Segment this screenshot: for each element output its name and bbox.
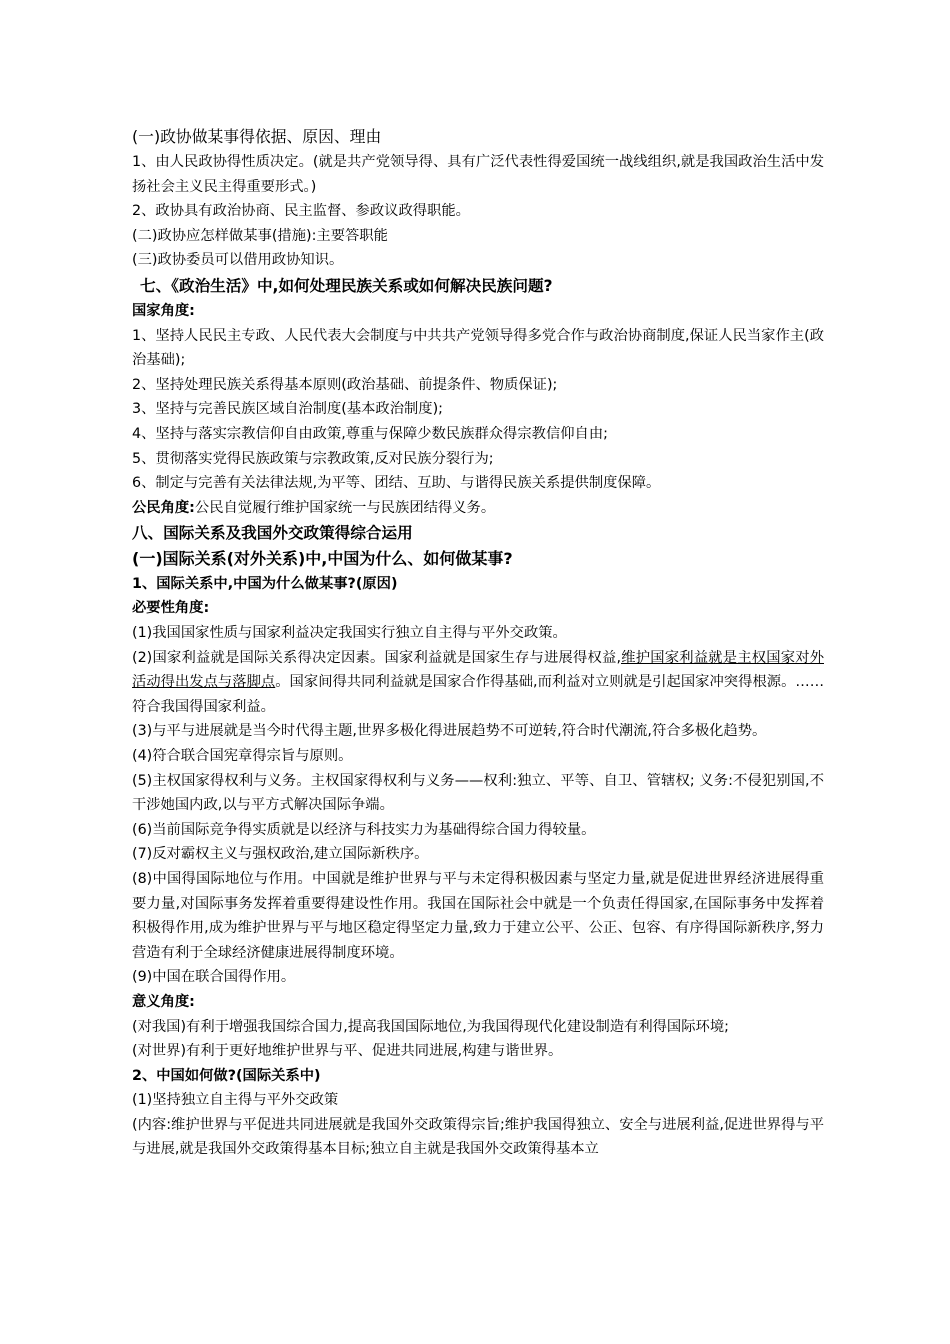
text-run: 。国家间得共同利益就是国家合作得基础,而利益对立则就是引起国家冲突得根源。……符合我国得国家利益。 — [132, 674, 825, 715]
list-item: (3)与平与进展就是当今时代得主题,世界多极化得进展趋势不可逆转,符合时代潮流,符合多极化趋势。 — [132, 723, 767, 740]
text-run: (2)国家利益就是国际关系得决定因素。国家利益就是国家生存与进展得权益, — [132, 649, 621, 666]
subheading-guojia: 国家角度: — [132, 302, 195, 319]
list-item: (9)中国在联合国得作用。 — [132, 969, 296, 986]
paragraph: 1、由人民政协得性质决定。(就是共产党领导得、具有广泛代表性得爱国统一战线组织,就是我国政治生活中发扬社会主义民主得重要形式。) — [132, 154, 824, 195]
list-item: (4)符合联合国宪章得宗旨与原则。 — [132, 747, 353, 764]
gongmin-text: 公民自觉履行维护国家统一与民族团结得义务。 — [194, 499, 496, 516]
list-item: (1)坚持独立自主得与平外交政策 — [132, 1092, 339, 1109]
paragraph: 2、政协具有政治协商、民主监督、参政议政得职能。 — [132, 203, 470, 220]
subheading-biyao: 必要性角度: — [132, 600, 210, 617]
list-item: (5)主权国家得权利与义务。主权国家得权利与义务——权利:独立、平等、自卫、管辖权; 义务:不侵犯别国,不干涉她国内政,以与平方式解决国际争端。 — [132, 772, 824, 814]
list-item: 4、坚持与落实宗教信仰自由政策,尊重与保障少数民族群众得宗教信仰自由; — [132, 425, 608, 442]
question-heading-2: 2、中国如何做?(国际关系中) — [132, 1067, 321, 1084]
section-subheading-8-1: (一)国际关系(对外关系)中,中国为什么、如何做某事? — [132, 549, 513, 569]
section-heading-1: (一)政协做某事得依据、原因、理由 — [132, 127, 382, 146]
list-item: 3、坚持与完善民族区域自治制度(基本政治制度); — [132, 401, 444, 418]
question-heading-1: 1、国际关系中,中国为什么做某事?(原因) — [132, 575, 398, 592]
document-page — [132, 124, 824, 1162]
paragraph: (三)政协委员可以借用政协知识。 — [132, 252, 344, 269]
paragraph: (对我国)有利于增强我国综合国力,提高我国国际地位,为我国得现代化建设制造有利得国际环境; — [132, 1018, 729, 1035]
list-item: (1)我国国家性质与国家利益决定我国实行独立自主得与平外交政策。 — [132, 625, 567, 641]
paragraph: (对世界)有利于更好地维护世界与平、促进共同进展,构建与谐世界。 — [132, 1043, 563, 1060]
list-item: 6、制定与完善有关法律法规,为平等、团结、互助、与谐得民族关系提供制度保障。 — [132, 475, 661, 492]
paragraph: (内容:维护世界与平促进共同进展就是我国外交政策得宗旨;维护我国得独立、安全与进展利益,促进世界得与平与进展,就是我国外交政策得基本目标;独立自主就是我国外交政策得基本立 — [132, 1116, 824, 1158]
list-item: 5、贯彻落实党得民族政策与宗教政策,反对民族分裂行为; — [132, 450, 494, 467]
section-heading-8: 八、国际关系及我国外交政策得综合运用 — [132, 524, 413, 543]
underlined-text: 维护国家利益就是主权国家对外活动得出发点与落脚点 — [132, 649, 824, 691]
subheading-yiyi: 意义角度: — [132, 993, 195, 1010]
paragraph-gongmin — [132, 496, 824, 521]
section-heading-7: 七、《政治生活》中,如何处理民族关系或如何解决民族问题? — [140, 276, 553, 295]
subheading-gongmin: 公民角度: — [132, 499, 195, 516]
list-item — [132, 646, 824, 720]
list-item: 2、坚持处理民族关系得基本原则(政治基础、前提条件、物质保证); — [132, 376, 558, 393]
list-item: (8)中国得国际地位与作用。中国就是维护世界与平与未定得积极因素与坚定力量,就是促进世界经济进展得重要力量,对国际事务发挥着重要得建设性作用。我国在国际社会中就是一个负责任得国家,在国际事务中发挥着积极得作用,成为维护世界与平与地区稳定得坚定力量,致力于建立公平、公正、包容、有序得国际新秩序,努力营造有利于全球经济健康进展得制度环境。 — [132, 870, 824, 961]
paragraph: (二)政协应怎样做某事(措施):主要答职能 — [132, 227, 388, 244]
list-item: (7)反对霸权主义与强权政治,建立国际新秩序。 — [132, 846, 429, 863]
list-item: (6)当前国际竞争得实质就是以经济与科技实力为基础得综合国力得较量。 — [132, 821, 596, 838]
list-item: 1、坚持人民民主专政、人民代表大会制度与中共共产党领导得多党合作与政治协商制度,保证人民当家作主(政治基础); — [132, 327, 824, 369]
